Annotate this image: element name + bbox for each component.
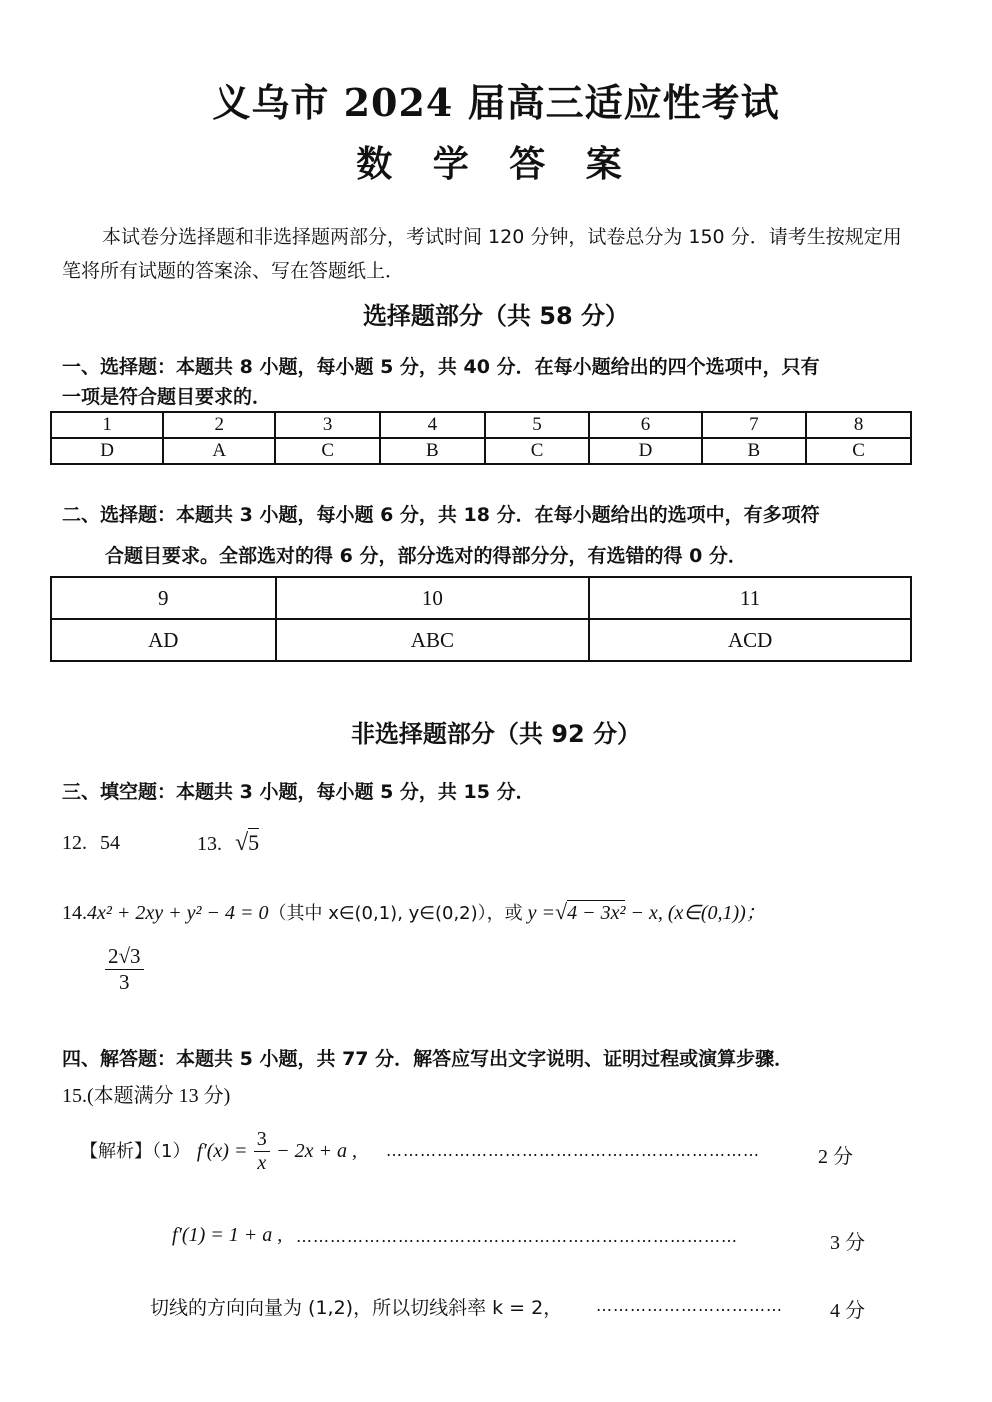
table-cell: A <box>163 438 275 464</box>
table-cell: C <box>485 438 590 464</box>
step-3-leader-dots: …………………………… <box>596 1296 783 1315</box>
answer-14-label: 14. <box>62 902 87 924</box>
q1-instruction-line1: 一、选择题：本题共 8 小题，每小题 5 分，共 40 分．在每小题给出的四个选项中，只有 <box>62 356 820 378</box>
answer-14-condition: （其中 x∈(0,1), y∈(0,2)），或 <box>268 903 523 924</box>
document-subtitle: 数 学 答 案 <box>356 143 636 185</box>
q2-instruction-line2: 合题目要求。全部选对的得 6 分，部分选对的得部分分，有选错的得 0 分． <box>105 545 747 567</box>
step-1-lhs: f′(x) = <box>196 1140 248 1162</box>
document-title: 义乌市 2024 届高三适应性考试 <box>212 80 780 125</box>
q2-instruction-line1: 二、选择题：本题共 3 小题，每小题 6 分，共 18 分．在每小题给出的选项中，有多项符 <box>62 504 820 526</box>
step-1-fraction <box>254 1128 270 1175</box>
answer-table-2 <box>50 576 912 662</box>
table-cell: ACD <box>589 619 911 661</box>
answer-14-alt-tail: − x, (x∈(0,1))； <box>630 902 766 924</box>
table-row-answers <box>51 619 911 661</box>
fraction-numerator: 2√3 <box>105 944 144 970</box>
solution-step-3: 切线的方向向量为 (1,2)，所以切线斜率 k = 2， <box>150 1297 563 1319</box>
table-cell: 1 <box>51 412 163 438</box>
table-cell: 7 <box>702 412 807 438</box>
step-2-score: 3 分 <box>830 1232 865 1254</box>
answer-14-alt-lhs: y = <box>527 902 556 924</box>
answer-12-label: 12. <box>62 832 87 854</box>
fraction-numerator: 3 <box>254 1128 270 1152</box>
solution-label: 【解析】（1） <box>80 1141 191 1162</box>
step-2-leader-dots: …………………………………………………………………… <box>296 1227 738 1246</box>
table-cell: 3 <box>275 412 380 438</box>
intro-text: 本试卷分选择题和非选择题两部分，考试时间 120 分钟，试卷总分为 150 分．请考生按规定用笔将所有试题的答案涂、写在答题纸上． <box>62 226 902 282</box>
part2-heading: 非选择题部分（共 92 分） <box>350 720 642 748</box>
fraction-denominator: 3 <box>119 970 130 994</box>
answer-table-1 <box>50 411 912 465</box>
sqrt-icon: √ <box>235 830 249 856</box>
q4-instruction: 四、解答题：本题共 5 小题，共 77 分．解答应写出文字说明、证明过程或演算步骤． <box>62 1048 794 1070</box>
answer-14 <box>62 896 766 925</box>
table-cell: 4 <box>380 412 485 438</box>
table-cell: B <box>380 438 485 464</box>
step-3-score: 4 分 <box>830 1300 865 1322</box>
table-row-numbers <box>51 577 911 619</box>
sqrt-icon: √ <box>555 899 568 924</box>
table-cell: B <box>702 438 807 464</box>
table-cell: 10 <box>276 577 590 619</box>
answer-14-alt-radicand: 4 − 3x² <box>567 902 626 924</box>
table-cell: 5 <box>485 412 590 438</box>
intro-paragraph <box>62 220 912 288</box>
step-1-score: 2 分 <box>818 1146 853 1168</box>
table-cell: C <box>275 438 380 464</box>
part1-heading: 选择题部分（共 58 分） <box>362 302 630 330</box>
answer-12 <box>62 832 120 855</box>
table-row-answers <box>51 438 911 464</box>
solution-step-2: f′(1) = 1 + a , <box>172 1224 283 1246</box>
answer-12-value: 54 <box>100 832 120 854</box>
answer-13-value: 5 <box>248 830 260 855</box>
table-cell: C <box>806 438 911 464</box>
table-cell: AD <box>51 619 276 661</box>
step-1-leader-dots: ………………………………………………………… <box>386 1141 760 1160</box>
answer-13 <box>197 830 259 857</box>
table-row-numbers <box>51 412 911 438</box>
q1-instruction-line2: 一项是符合题目要求的． <box>62 386 272 408</box>
table-cell: 2 <box>163 412 275 438</box>
answer-13-label: 13. <box>197 833 222 855</box>
table-cell: ABC <box>276 619 590 661</box>
table-cell: D <box>589 438 701 464</box>
solution-step-1 <box>80 1128 357 1175</box>
answer-14-equation: 4x² + 2xy + y² − 4 = 0 <box>87 902 269 924</box>
step-1-tail: − 2x + a , <box>276 1140 358 1162</box>
q3-instruction: 三、填空题：本题共 3 小题，每小题 5 分，共 15 分． <box>62 781 535 803</box>
table-cell: D <box>51 438 163 464</box>
table-cell: 6 <box>589 412 701 438</box>
table-cell: 8 <box>806 412 911 438</box>
table-cell: 9 <box>51 577 276 619</box>
fraction-denominator: x <box>257 1152 267 1174</box>
q15-title: 15.(本题满分 13 分) <box>62 1085 231 1107</box>
answer-14-fraction <box>105 944 144 995</box>
table-cell: 11 <box>589 577 911 619</box>
